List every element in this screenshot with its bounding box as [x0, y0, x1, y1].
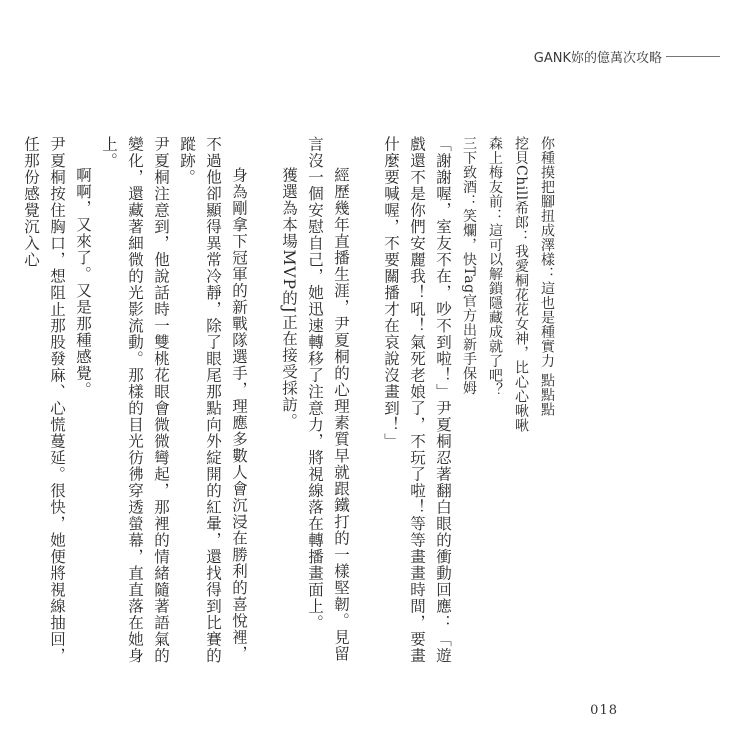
chat-line: 森上梅友前：這可以解鎖隱藏成就了吧？ — [487, 136, 503, 397]
running-head — [534, 47, 720, 66]
paragraph: 尹夏桐注意到，他說話時一雙桃花眼會微微彎起，那裡的情緒隨著語氣的變化，還藏著細微的光影流動。那樣的目光彷彿穿透螢幕，直直落在她身上。 — [100, 136, 170, 664]
running-title: GANK妳的億萬次攻略 — [533, 51, 662, 66]
chat-line: 挖貝Chill希郎：我愛桐花花女神，比心心啾啾 — [513, 136, 529, 433]
paragraph: 尹夏桐按住胸口，想阻止那股發麻、心慌蔓延。很快，她便將視線抽回，任那份感覺沉入心 — [22, 136, 66, 664]
paragraph: 「謝謝喔，室友不在，吵不到啦！」尹夏桐忍著翻白眼的衝動回應：「遊戲還不是你們安麗我！吼！氣死老娘了，不玩了啦！等等畫畫時間，要畫什麼要喊喔，不要關播才在哀說沒畫到！」 — [382, 136, 452, 664]
paragraph: 經歷幾年直播生涯，尹夏桐的心理素質早就跟鐵打的一樣堅韌。見留言沒一個安慰自己，她迅速轉移了注意力，將視線落在轉播畫面上。 — [306, 136, 350, 662]
body-text — [18, 136, 560, 666]
header-rule — [666, 56, 720, 57]
paragraph: 啊啊，又來了。又是那種感覺。 — [74, 167, 92, 398]
chat-line: 你種摸把腳扭成澤樣：這也是種實力 點點點 — [539, 136, 555, 417]
paragraph: 身為剛拿下冠軍的新戰隊選手，理應多數人會沉浸在勝利的喜悅裡，不過他卻顯得異常冷靜，除了眼尾那點向外綻開的紅暈，還找得到比賽的蹤跡。 — [178, 136, 248, 664]
page-number: 018 — [590, 703, 618, 718]
paragraph: 獲選為本場MVP的J正在接受採訪。 — [280, 167, 298, 430]
chat-line: 三下致酒：笑爛，快Tag官方出新手保姆 — [461, 136, 477, 396]
